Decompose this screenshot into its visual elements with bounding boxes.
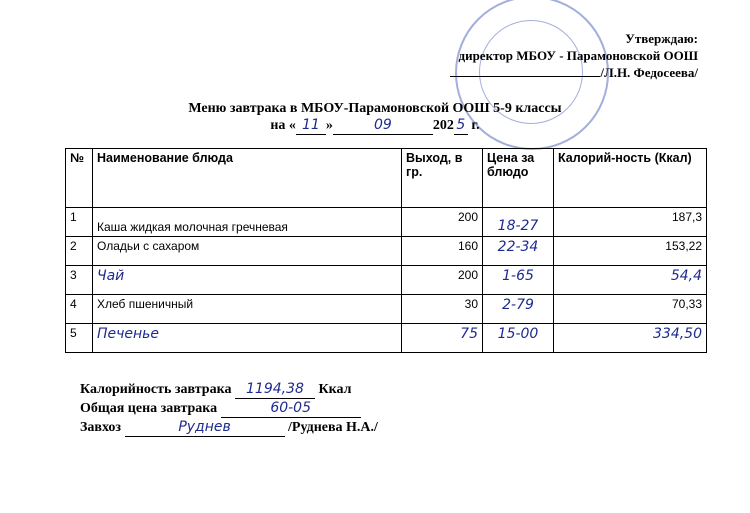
approval-block [450, 30, 698, 81]
dish-calories: 54,4 [554, 266, 707, 295]
row-num: 1 [66, 208, 93, 237]
dish-price: 18-27 [483, 208, 554, 237]
menu-date: на « 11 » 09 202 5 г. [270, 117, 480, 133]
row-num: 3 [66, 266, 93, 295]
dish-name: Печенье [93, 324, 402, 353]
total-calories: 1194,38 [235, 380, 315, 399]
signature-blank [450, 65, 600, 77]
row-num: 5 [66, 324, 93, 353]
header-num: № [66, 149, 93, 208]
summary-price: Общая цена завтрака 60-05 [80, 399, 378, 418]
dish-price: 15-00 [483, 324, 554, 353]
table-header-row [66, 149, 707, 208]
dish-price: 1-65 [483, 266, 554, 295]
approval-heading: Утверждаю: [625, 31, 698, 46]
dish-output: 160 [402, 237, 483, 266]
manager-name: /Руднева Н.А./ [288, 420, 378, 435]
manager-signature: Руднев [125, 418, 285, 437]
dish-calories: 70,33 [554, 295, 707, 324]
date-month: 09 [333, 117, 433, 135]
summary-block [80, 380, 378, 437]
row-num: 4 [66, 295, 93, 324]
table-row [66, 208, 707, 237]
header-output: Выход, в гр. [402, 149, 483, 208]
header-name: Наименование блюда [93, 149, 402, 208]
table-row [66, 266, 707, 295]
dish-price: 22-34 [483, 237, 554, 266]
dish-calories: 334,50 [554, 324, 707, 353]
dish-name: Хлеб пшеничный [93, 295, 402, 324]
dish-price: 2-79 [483, 295, 554, 324]
dish-name: Чай [93, 266, 402, 295]
header-price: Цена за блюдо [483, 149, 554, 208]
summary-manager: Завхоз Руднев /Руднева Н.А./ [80, 419, 378, 435]
menu-table [65, 148, 707, 353]
dish-name: Оладьи с сахаром [93, 237, 402, 266]
date-day: 11 [296, 117, 326, 135]
row-num: 2 [66, 237, 93, 266]
table-row [66, 237, 707, 266]
approval-position: директор МБОУ - Парамоновской ООШ [458, 48, 698, 63]
dish-output: 75 [402, 324, 483, 353]
dish-output: 30 [402, 295, 483, 324]
dish-output: 200 [402, 208, 483, 237]
table-row [66, 324, 707, 353]
menu-title [150, 100, 600, 135]
summary-calories: Калорийность завтрака 1194,38 Ккал [80, 381, 352, 397]
menu-heading: Меню завтрака в МБОУ-Парамоновской ООШ 5-9 классы [188, 101, 562, 116]
approval-signature-line [450, 64, 698, 81]
header-calories: Калорий-ность (Ккал) [554, 149, 707, 208]
total-price: 60-05 [221, 399, 361, 418]
table-row [66, 295, 707, 324]
dish-name: Каша жидкая молочная гречневая [93, 208, 402, 237]
dish-calories: 187,3 [554, 208, 707, 237]
dish-output: 200 [402, 266, 483, 295]
approval-name: /Л.Н. Федосеева/ [600, 65, 698, 80]
date-year-digit: 5 [454, 117, 468, 135]
dish-calories: 153,22 [554, 237, 707, 266]
